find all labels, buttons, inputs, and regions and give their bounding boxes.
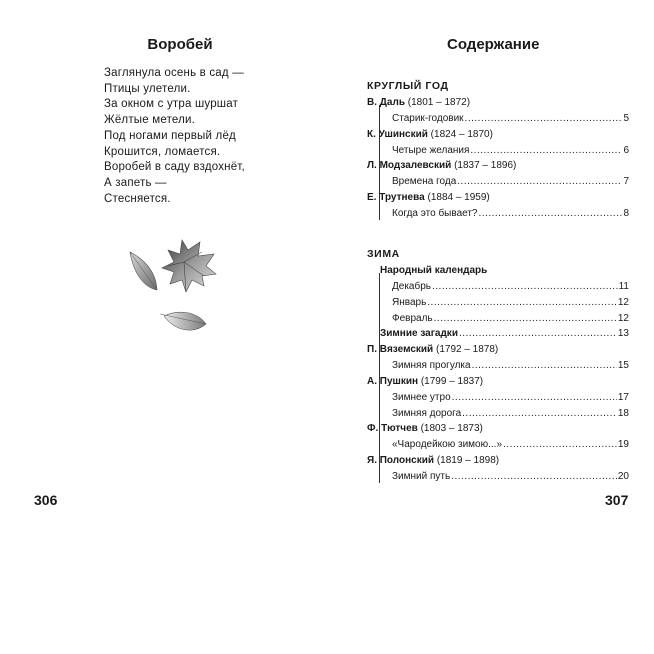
poem-line: Жёлтые метели.	[104, 114, 196, 127]
toc-entry[interactable]	[367, 295, 629, 311]
entry-title: Когда это бывает?	[392, 207, 478, 219]
entry-page: 18	[617, 407, 629, 419]
poem-text	[104, 66, 245, 207]
entry-page: 12	[617, 296, 629, 308]
entry-title: Зимняя прогулка	[392, 360, 471, 372]
entry-page: 8	[623, 207, 629, 219]
leader-dots	[465, 111, 623, 127]
author-dates: (1803 – 1873)	[420, 423, 483, 435]
toc-entry[interactable]	[367, 311, 629, 327]
author-name: Ф. Тютчев	[367, 423, 418, 435]
author-name: Е. Трутнева	[367, 192, 425, 204]
toc-entry[interactable]	[367, 174, 629, 190]
leader-dots	[462, 406, 617, 422]
entry-title: Февраль	[392, 312, 433, 324]
author-name: Я. Полонский	[367, 455, 435, 467]
toc-entry[interactable]	[367, 326, 629, 342]
toc-author	[367, 453, 629, 469]
leader-dots	[472, 358, 617, 374]
author-dates: (1837 – 1896)	[454, 160, 517, 172]
entry-page: 17	[617, 391, 629, 403]
page-number-left: 306	[34, 492, 58, 508]
leader-dots	[434, 311, 617, 327]
toc-entry[interactable]	[367, 279, 629, 295]
entry-title: «Чародейкою зимою...»	[392, 439, 503, 451]
author-name: А. Пушкин	[367, 375, 419, 387]
entry-page: 12	[617, 312, 629, 324]
toc-author	[367, 127, 629, 143]
entry-page: 6	[623, 144, 629, 156]
entry-page: 5	[623, 112, 629, 124]
author-dates: (1884 – 1959)	[427, 192, 490, 204]
toc-entry[interactable]	[367, 469, 629, 485]
entry-page: 7	[623, 176, 629, 188]
poem-line: Заглянула осень в сад —	[104, 67, 244, 79]
leaf-bottom	[160, 312, 206, 330]
entry-page: 13	[617, 328, 629, 340]
toc-entry[interactable]	[367, 206, 629, 222]
entry-page: 19	[617, 439, 629, 451]
poem-line: Под ногами первый лёд	[104, 129, 236, 142]
poem-line: Воробей в саду вздохнёт,	[104, 161, 245, 174]
entry-title: Времена года	[392, 176, 457, 188]
leaf-small	[130, 252, 157, 290]
entry-title: Зимние загадки	[380, 328, 458, 340]
entry-title: Зимний путь	[392, 470, 451, 482]
section-title: ЗИМА	[367, 248, 400, 260]
poem-line: За окном с утра шуршат	[104, 98, 239, 111]
author-dates: (1792 – 1878)	[435, 344, 499, 356]
toc-entry[interactable]	[367, 390, 629, 406]
author-dates: (1799 – 1837)	[420, 375, 484, 387]
toc-author	[367, 421, 629, 437]
leader-dots	[451, 469, 617, 485]
leader-dots	[457, 174, 622, 190]
poem-title: Воробей	[147, 36, 213, 53]
author-name: П. Вяземский	[367, 344, 434, 356]
entry-page: 20	[617, 470, 629, 482]
leader-dots	[452, 390, 617, 406]
author-name: К. Ушинский	[367, 128, 428, 140]
toc-section-winter	[367, 263, 629, 485]
toc-author	[367, 95, 629, 111]
poem-line: Птицы улетели.	[104, 82, 191, 95]
toc-author	[367, 190, 629, 206]
poem-line: А запеть —	[104, 176, 167, 189]
entry-title: Зимнее утро	[392, 391, 451, 403]
leader-dots	[503, 437, 617, 453]
author-dates: (1819 – 1898)	[436, 455, 500, 467]
toc-author	[367, 342, 629, 358]
toc-title: Содержание	[447, 36, 540, 53]
autumn-leaves-icon	[120, 232, 230, 347]
author-name: В. Даль	[367, 97, 405, 108]
entry-title: Декабрь	[392, 280, 431, 292]
leaf-maple	[162, 240, 216, 292]
author-dates: (1824 – 1870)	[430, 128, 493, 140]
toc-section-round-year	[367, 95, 629, 222]
poem-line: Стесняется.	[104, 192, 171, 205]
toc-group-title: Народный календарь	[380, 265, 488, 276]
right-page	[327, 0, 654, 654]
section-title: КРУГЛЫЙ ГОД	[367, 80, 449, 92]
entry-title: Зимняя дорога	[392, 407, 462, 419]
entry-title: Старик-годовик	[392, 112, 464, 124]
page-number-right: 307	[605, 492, 629, 508]
toc-author	[367, 158, 629, 174]
toc-entry[interactable]	[367, 358, 629, 374]
toc-entry[interactable]	[367, 143, 629, 159]
entry-page: 11	[618, 280, 629, 292]
toc-entry[interactable]	[367, 111, 629, 127]
toc-entry[interactable]	[367, 406, 629, 422]
entry-page: 15	[617, 360, 629, 372]
toc-author	[367, 374, 629, 390]
entry-title: Январь	[392, 296, 427, 308]
poem-line: Крошится, ломается.	[104, 145, 221, 158]
toc-entry[interactable]	[367, 437, 629, 453]
leader-dots	[479, 206, 623, 222]
leader-dots	[427, 295, 617, 311]
leader-dots	[470, 143, 622, 159]
author-dates: (1801 – 1872)	[407, 97, 471, 108]
leader-dots	[432, 279, 618, 295]
author-name: Л. Модзалевский	[367, 160, 452, 172]
entry-title: Четыре желания	[392, 144, 470, 156]
leader-dots	[459, 326, 617, 342]
